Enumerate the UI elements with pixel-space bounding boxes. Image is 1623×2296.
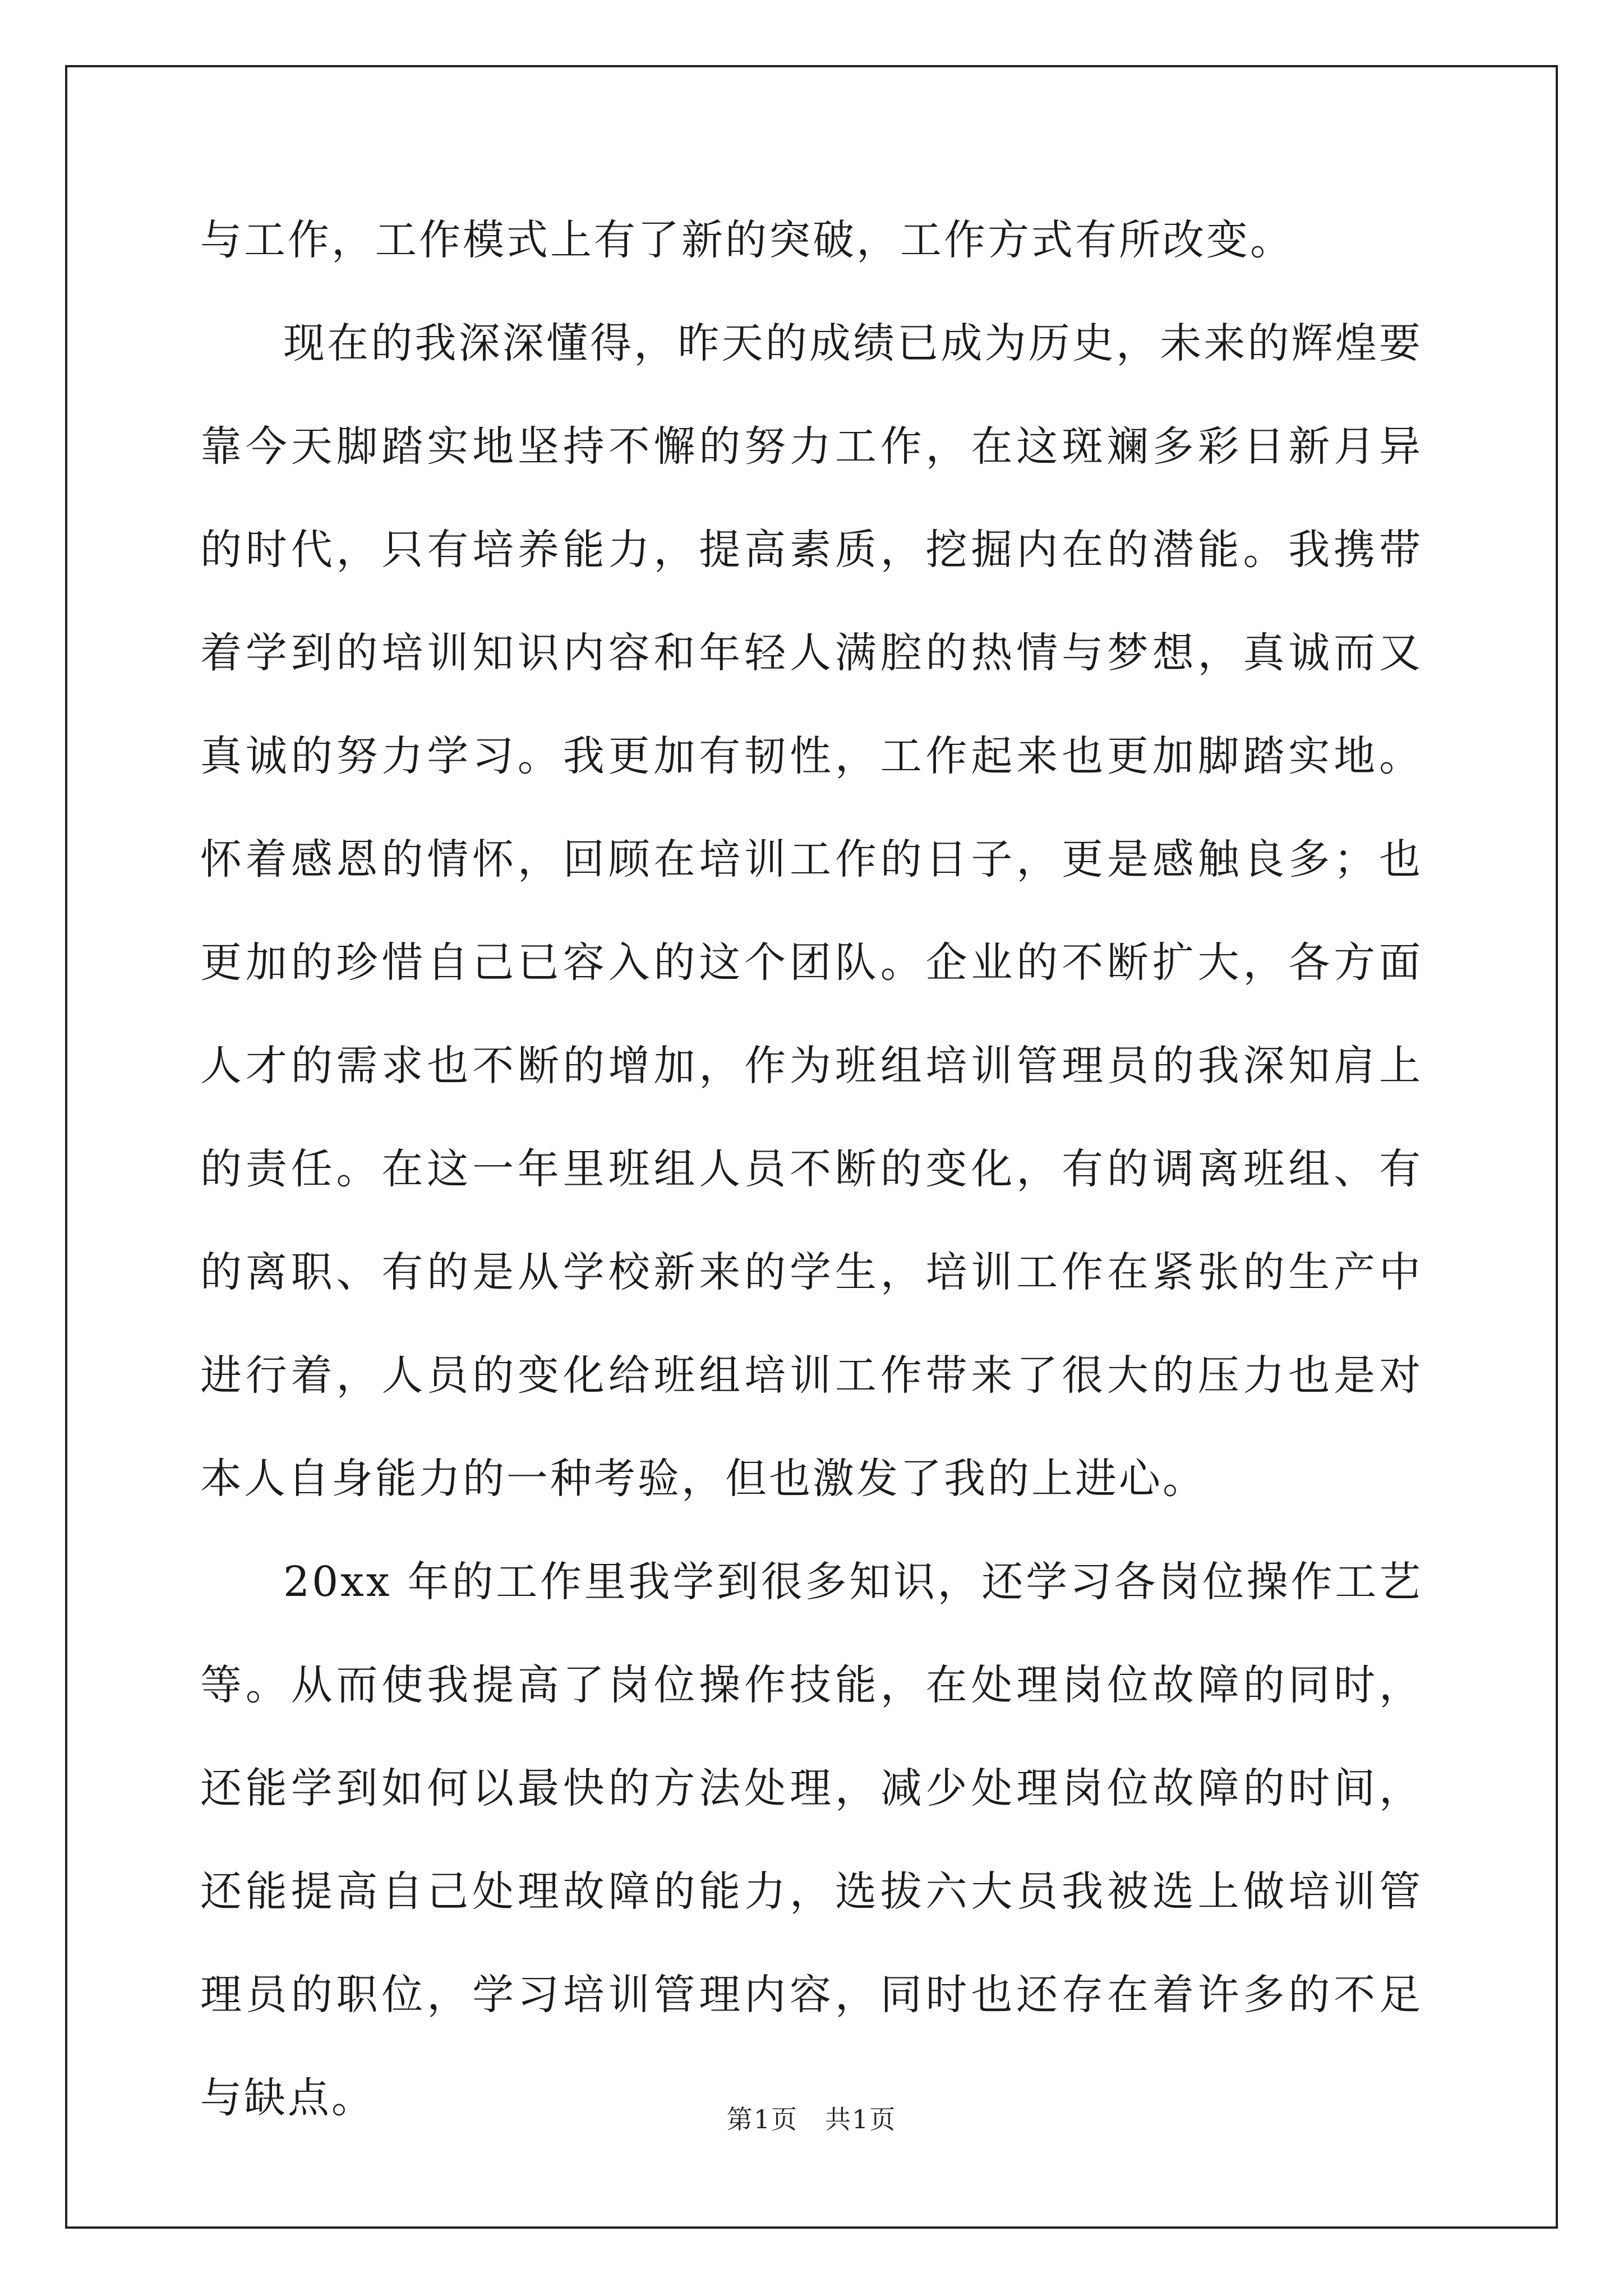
page-number-footer: 第1页 共1页 [726,2104,897,2134]
paragraph-1: 与工作，工作模式上有了新的突破，工作方式有所改变。 [200,216,1294,264]
document-body [200,188,1423,2150]
paragraph-2: 现在的我深深懂得，昨天的成绩已成为历史，未来的辉煌要靠今天脚踏实地坚持不懈的努力工作，在这斑斓多彩日新月异的时代，只有培养能力，提高素质，挖掘内在的潜能。我携带着学到的培训知识内容和年轻人满腔的热情与梦想，真诚而又真诚的努力学习。我更加有韧性，工作起来也更加脚踏实地。怀着感恩的情怀，回顾在培训工作的日子，更是感触良多；也更加的珍惜自己已容入的这个团队。企业的不断扩大，各方面人才的需求也不断的增加，作为班组培训管理员的我深知肩上的责任。在这一年里班组人员不断的变化，有的调离班组、有的离职、有的是从学校新来的学生，培训工作在紧张的生产中进行着，人员的变化给班组培训工作带来了很大的压力也是对本人自身能力的一种考验，但也激发了我的上进心。 [200,319,1423,1503]
paragraph-3: 20xx 年的工作里我学到很多知识，还学习各岗位操作工艺等。从而使我提高了岗位操作技能，在处理岗位故障的同时，还能学到如何以最快的方法处理，减少处理岗位故障的时间，还能提高自己处理故障的能力，选拔六大员我被选上做培训管理员的职位，学习培训管理内容，同时也还存在着许多的不足与缺点。 [200,1558,1423,2122]
